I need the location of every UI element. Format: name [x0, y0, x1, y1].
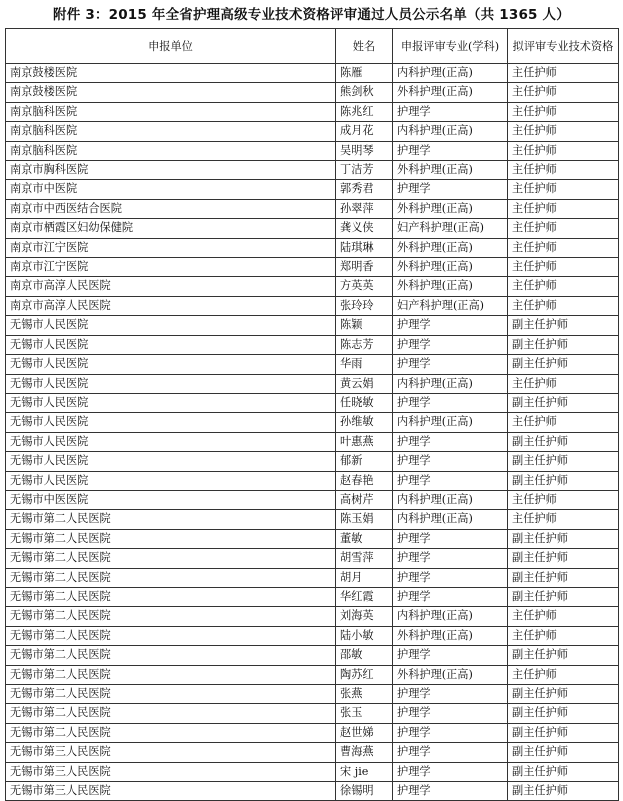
cell-name: 陆小敏	[336, 626, 393, 645]
cell-qualification: 副主任护师	[508, 587, 619, 606]
cell-name: 方英英	[336, 277, 393, 296]
cell-unit: 无锡市人民医院	[6, 393, 336, 412]
cell-specialty: 内科护理(正高)	[393, 374, 508, 393]
cell-qualification: 主任护师	[508, 510, 619, 529]
cell-qualification: 副主任护师	[508, 568, 619, 587]
cell-qualification: 副主任护师	[508, 782, 619, 801]
cell-name: 陶苏红	[336, 665, 393, 684]
cell-qualification: 副主任护师	[508, 316, 619, 335]
cell-unit: 南京脑科医院	[6, 141, 336, 160]
cell-unit: 南京市高淳人民医院	[6, 296, 336, 315]
cell-unit: 南京市中医院	[6, 180, 336, 199]
cell-name: 刘海英	[336, 607, 393, 626]
table-row	[6, 665, 619, 684]
table-row	[6, 122, 619, 141]
table-row	[6, 180, 619, 199]
header-specialty: 申报评审专业(学科)	[393, 29, 508, 64]
cell-name: 郑明香	[336, 258, 393, 277]
table-row	[6, 335, 619, 354]
table-row	[6, 704, 619, 723]
cell-name: 任晓敏	[336, 393, 393, 412]
document-title: 附件 3：2015 年全省护理高级专业技术资格评审通过人员公示名单（共 1365 人）	[53, 7, 570, 23]
cell-qualification: 主任护师	[508, 607, 619, 626]
cell-name: 郭秀君	[336, 180, 393, 199]
table-row	[6, 646, 619, 665]
table-body	[6, 64, 619, 801]
cell-specialty: 内科护理(正高)	[393, 490, 508, 509]
cell-unit: 无锡市人民医院	[6, 355, 336, 374]
cell-qualification: 主任护师	[508, 665, 619, 684]
cell-name: 胡月	[336, 568, 393, 587]
cell-name: 徐锡明	[336, 782, 393, 801]
table-row	[6, 83, 619, 102]
cell-unit: 无锡市人民医院	[6, 432, 336, 451]
table-row	[6, 549, 619, 568]
cell-qualification: 主任护师	[508, 199, 619, 218]
table-row	[6, 238, 619, 257]
table-row	[6, 723, 619, 742]
cell-unit: 南京市中西医结合医院	[6, 199, 336, 218]
table-row	[6, 199, 619, 218]
table-row	[6, 141, 619, 160]
cell-specialty: 护理学	[393, 316, 508, 335]
cell-specialty: 护理学	[393, 529, 508, 548]
table-row	[6, 529, 619, 548]
cell-unit: 无锡市人民医院	[6, 316, 336, 335]
cell-specialty: 内科护理(正高)	[393, 510, 508, 529]
cell-specialty: 内科护理(正高)	[393, 413, 508, 432]
cell-name: 曹海燕	[336, 743, 393, 762]
cell-unit: 无锡市人民医院	[6, 471, 336, 490]
table-row	[6, 161, 619, 180]
table-row	[6, 587, 619, 606]
table-row	[6, 762, 619, 781]
cell-specialty: 护理学	[393, 355, 508, 374]
cell-qualification: 主任护师	[508, 141, 619, 160]
cell-name: 陈志芳	[336, 335, 393, 354]
cell-specialty: 护理学	[393, 335, 508, 354]
cell-unit: 南京鼓楼医院	[6, 83, 336, 102]
cell-specialty: 内科护理(正高)	[393, 64, 508, 83]
table-row	[6, 743, 619, 762]
cell-qualification: 主任护师	[508, 102, 619, 121]
cell-specialty: 护理学	[393, 452, 508, 471]
cell-specialty: 外科护理(正高)	[393, 161, 508, 180]
table-row	[6, 277, 619, 296]
header-qualification: 拟评审专业技术资格	[508, 29, 619, 64]
cell-name: 高树芹	[336, 490, 393, 509]
cell-qualification: 副主任护师	[508, 685, 619, 704]
table-row	[6, 355, 619, 374]
header-name: 姓名	[336, 29, 393, 64]
cell-unit: 南京鼓楼医院	[6, 64, 336, 83]
cell-name: 华红霞	[336, 587, 393, 606]
cell-unit: 无锡市第二人民医院	[6, 646, 336, 665]
cell-specialty: 护理学	[393, 723, 508, 742]
table-row	[6, 374, 619, 393]
cell-specialty: 护理学	[393, 646, 508, 665]
table-row	[6, 64, 619, 83]
cell-unit: 南京市江宁医院	[6, 238, 336, 257]
table-row	[6, 782, 619, 801]
cell-specialty: 外科护理(正高)	[393, 626, 508, 645]
cell-name: 孙维敏	[336, 413, 393, 432]
cell-qualification: 副主任护师	[508, 743, 619, 762]
cell-specialty: 外科护理(正高)	[393, 238, 508, 257]
cell-name: 成月花	[336, 122, 393, 141]
table-row	[6, 607, 619, 626]
cell-name: 董敏	[336, 529, 393, 548]
cell-name: 郁新	[336, 452, 393, 471]
cell-qualification: 主任护师	[508, 626, 619, 645]
cell-name: 赵世娣	[336, 723, 393, 742]
cell-unit: 南京脑科医院	[6, 102, 336, 121]
cell-name: 陈颖	[336, 316, 393, 335]
cell-specialty: 护理学	[393, 432, 508, 451]
cell-qualification: 主任护师	[508, 490, 619, 509]
cell-qualification: 副主任护师	[508, 393, 619, 412]
cell-qualification: 主任护师	[508, 64, 619, 83]
table-row	[6, 685, 619, 704]
cell-specialty: 外科护理(正高)	[393, 665, 508, 684]
cell-qualification: 主任护师	[508, 277, 619, 296]
cell-name: 张燕	[336, 685, 393, 704]
cell-unit: 无锡市第三人民医院	[6, 762, 336, 781]
cell-name: 熊剑秋	[336, 83, 393, 102]
cell-name: 赵春艳	[336, 471, 393, 490]
cell-unit: 无锡市第二人民医院	[6, 510, 336, 529]
header-unit: 申报单位	[6, 29, 336, 64]
table-row	[6, 219, 619, 238]
cell-specialty: 护理学	[393, 141, 508, 160]
cell-name: 叶惠燕	[336, 432, 393, 451]
cell-unit: 无锡市中医医院	[6, 490, 336, 509]
cell-name: 陈雁	[336, 64, 393, 83]
cell-name: 张玲玲	[336, 296, 393, 315]
cell-unit: 南京市栖霞区妇幼保健院	[6, 219, 336, 238]
table-row	[6, 102, 619, 121]
cell-qualification: 副主任护师	[508, 762, 619, 781]
cell-qualification: 副主任护师	[508, 549, 619, 568]
cell-specialty: 护理学	[393, 685, 508, 704]
cell-specialty: 护理学	[393, 743, 508, 762]
cell-qualification: 主任护师	[508, 238, 619, 257]
cell-unit: 无锡市第二人民医院	[6, 568, 336, 587]
cell-unit: 南京市江宁医院	[6, 258, 336, 277]
cell-unit: 无锡市人民医院	[6, 413, 336, 432]
cell-name: 邵敏	[336, 646, 393, 665]
cell-qualification: 副主任护师	[508, 432, 619, 451]
cell-unit: 无锡市第二人民医院	[6, 529, 336, 548]
table-row	[6, 490, 619, 509]
cell-qualification: 副主任护师	[508, 355, 619, 374]
header-row	[6, 29, 619, 64]
cell-qualification: 副主任护师	[508, 452, 619, 471]
cell-name: 宋 jie	[336, 762, 393, 781]
cell-unit: 无锡市第二人民医院	[6, 704, 336, 723]
table-row	[6, 296, 619, 315]
cell-specialty: 外科护理(正高)	[393, 83, 508, 102]
table-row	[6, 471, 619, 490]
cell-name: 龚义侠	[336, 219, 393, 238]
cell-unit: 南京市胸科医院	[6, 161, 336, 180]
cell-name: 张玉	[336, 704, 393, 723]
cell-specialty: 护理学	[393, 549, 508, 568]
cell-unit: 无锡市第二人民医院	[6, 665, 336, 684]
cell-unit: 无锡市第二人民医院	[6, 607, 336, 626]
cell-name: 胡雪萍	[336, 549, 393, 568]
cell-qualification: 副主任护师	[508, 471, 619, 490]
cell-specialty: 内科护理(正高)	[393, 607, 508, 626]
cell-name: 吴明琴	[336, 141, 393, 160]
cell-specialty: 护理学	[393, 393, 508, 412]
cell-name: 陈玉娟	[336, 510, 393, 529]
cell-specialty: 护理学	[393, 102, 508, 121]
cell-specialty: 护理学	[393, 782, 508, 801]
cell-specialty: 妇产科护理(正高)	[393, 296, 508, 315]
table-row	[6, 393, 619, 412]
cell-specialty: 外科护理(正高)	[393, 199, 508, 218]
cell-unit: 无锡市第二人民医院	[6, 549, 336, 568]
cell-specialty: 护理学	[393, 704, 508, 723]
table-row	[6, 568, 619, 587]
cell-specialty: 护理学	[393, 762, 508, 781]
table-row	[6, 432, 619, 451]
cell-qualification: 副主任护师	[508, 335, 619, 354]
cell-qualification: 主任护师	[508, 413, 619, 432]
cell-specialty: 护理学	[393, 568, 508, 587]
cell-name: 华雨	[336, 355, 393, 374]
cell-unit: 无锡市第二人民医院	[6, 723, 336, 742]
table-row	[6, 316, 619, 335]
cell-name: 孙翠萍	[336, 199, 393, 218]
cell-unit: 无锡市第三人民医院	[6, 743, 336, 762]
cell-unit: 无锡市人民医院	[6, 335, 336, 354]
cell-unit: 南京脑科医院	[6, 122, 336, 141]
table-row	[6, 626, 619, 645]
cell-qualification: 主任护师	[508, 258, 619, 277]
cell-specialty: 外科护理(正高)	[393, 258, 508, 277]
cell-unit: 无锡市第二人民医院	[6, 685, 336, 704]
cell-unit: 无锡市第二人民医院	[6, 587, 336, 606]
cell-qualification: 副主任护师	[508, 529, 619, 548]
cell-unit: 无锡市第二人民医院	[6, 626, 336, 645]
cell-qualification: 主任护师	[508, 374, 619, 393]
cell-specialty: 内科护理(正高)	[393, 122, 508, 141]
cell-unit: 无锡市人民医院	[6, 452, 336, 471]
cell-specialty: 护理学	[393, 587, 508, 606]
cell-qualification: 主任护师	[508, 83, 619, 102]
cell-name: 陆琪琳	[336, 238, 393, 257]
cell-unit: 无锡市人民医院	[6, 374, 336, 393]
cell-specialty: 外科护理(正高)	[393, 277, 508, 296]
cell-unit: 南京市高淳人民医院	[6, 277, 336, 296]
cell-qualification: 主任护师	[508, 161, 619, 180]
cell-specialty: 护理学	[393, 471, 508, 490]
cell-qualification: 副主任护师	[508, 704, 619, 723]
table-row	[6, 258, 619, 277]
cell-name: 黄云娟	[336, 374, 393, 393]
cell-qualification: 副主任护师	[508, 723, 619, 742]
cell-specialty: 妇产科护理(正高)	[393, 219, 508, 238]
cell-name: 丁洁芳	[336, 161, 393, 180]
cell-name: 陈兆红	[336, 102, 393, 121]
table-row	[6, 510, 619, 529]
roster-table	[5, 28, 619, 801]
cell-qualification: 主任护师	[508, 296, 619, 315]
cell-qualification: 主任护师	[508, 180, 619, 199]
cell-specialty: 护理学	[393, 180, 508, 199]
cell-unit: 无锡市第三人民医院	[6, 782, 336, 801]
table-row	[6, 452, 619, 471]
cell-qualification: 主任护师	[508, 219, 619, 238]
table-row	[6, 413, 619, 432]
cell-qualification: 主任护师	[508, 122, 619, 141]
table-header	[6, 29, 619, 64]
cell-qualification: 副主任护师	[508, 646, 619, 665]
